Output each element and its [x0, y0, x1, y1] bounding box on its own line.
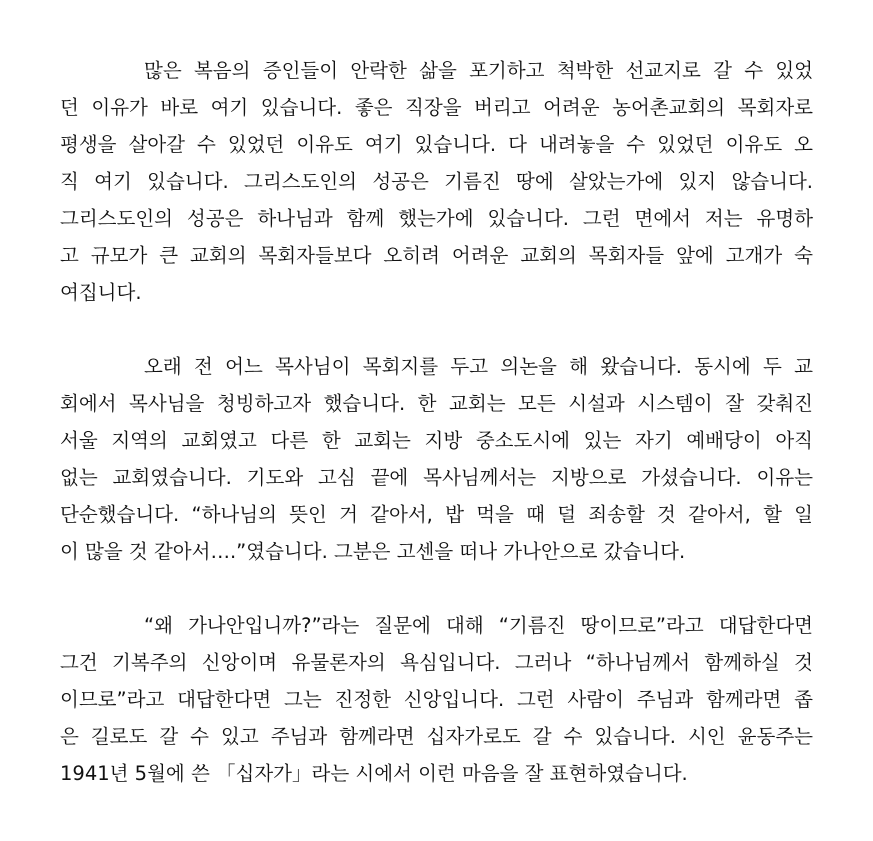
text-line: 은 길로도 갈 수 있고 주님과 함께라면 십자가로도 갈 수 있습니다. 시인 윤동주는	[60, 725, 813, 748]
text-line: 1941년 5월에 쓴 「십자가」라는 시에서 이런 마음을 잘 표현하였습니다.	[60, 762, 688, 785]
text-line: 고 규모가 큰 교회의 목회자들보다 오히려 어려운 교회의 목회자들 앞에 고개가 숙	[60, 244, 813, 267]
text-line: 그건 기복주의 신앙이며 유물론자의 욕심입니다. 그러나 “하나님께서 함께하실 것	[60, 651, 813, 674]
document-page	[60, 52, 813, 829]
text-line: 여집니다.	[60, 281, 142, 304]
text-line: 평생을 살아갈 수 있었던 이유도 여기 있습니다. 다 내려놓을 수 있었던 이유도 오	[60, 133, 813, 156]
text-line: 단순했습니다. “하나님의 뜻인 거 같아서, 밥 먹을 때 덜 죄송할 것 같아서, 할 일	[60, 503, 813, 526]
text-line: 직 여기 있습니다. 그리스도인의 성공은 기름진 땅에 살았는가에 있지 않습니다.	[60, 170, 813, 193]
text-line: 많은 복음의 증인들이 안락한 삶을 포기하고 척박한 선교지로 갈 수 있었	[144, 59, 813, 82]
text-line: 이 많을 것 같아서….”였습니다. 그분은 고센을 떠나 가나안으로 갔습니다.	[60, 540, 686, 563]
text-line: “왜 가나안입니까?”라는 질문에 대해 “기름진 땅이므로”라고 대답한다면	[144, 614, 813, 637]
text-line: 던 이유가 바로 여기 있습니다. 좋은 직장을 버리고 어려운 농어촌교회의 목회자로	[60, 96, 813, 119]
text-line: 그리스도인의 성공은 하나님과 함께 했는가에 있습니다. 그런 면에서 저는 유명하	[60, 207, 813, 230]
text-line: 서울 지역의 교회였고 다른 한 교회는 지방 중소도시에 있는 자기 예배당이 아직	[60, 429, 813, 452]
paragraph-1	[60, 52, 813, 311]
text-line: 오래 전 어느 목사님이 목회지를 두고 의논을 해 왔습니다. 동시에 두 교	[144, 355, 813, 378]
text-line: 회에서 목사님을 청빙하고자 했습니다. 한 교회는 모든 시설과 시스템이 잘 갖춰진	[60, 392, 813, 415]
text-line: 이므로”라고 대답한다면 그는 진정한 신앙입니다. 그런 사람이 주님과 함께라면 좁	[60, 688, 813, 711]
paragraph-3	[60, 607, 813, 792]
paragraph-2	[60, 348, 813, 570]
text-line: 없는 교회였습니다. 기도와 고심 끝에 목사님께서는 지방으로 가셨습니다. 이유는	[60, 466, 813, 489]
